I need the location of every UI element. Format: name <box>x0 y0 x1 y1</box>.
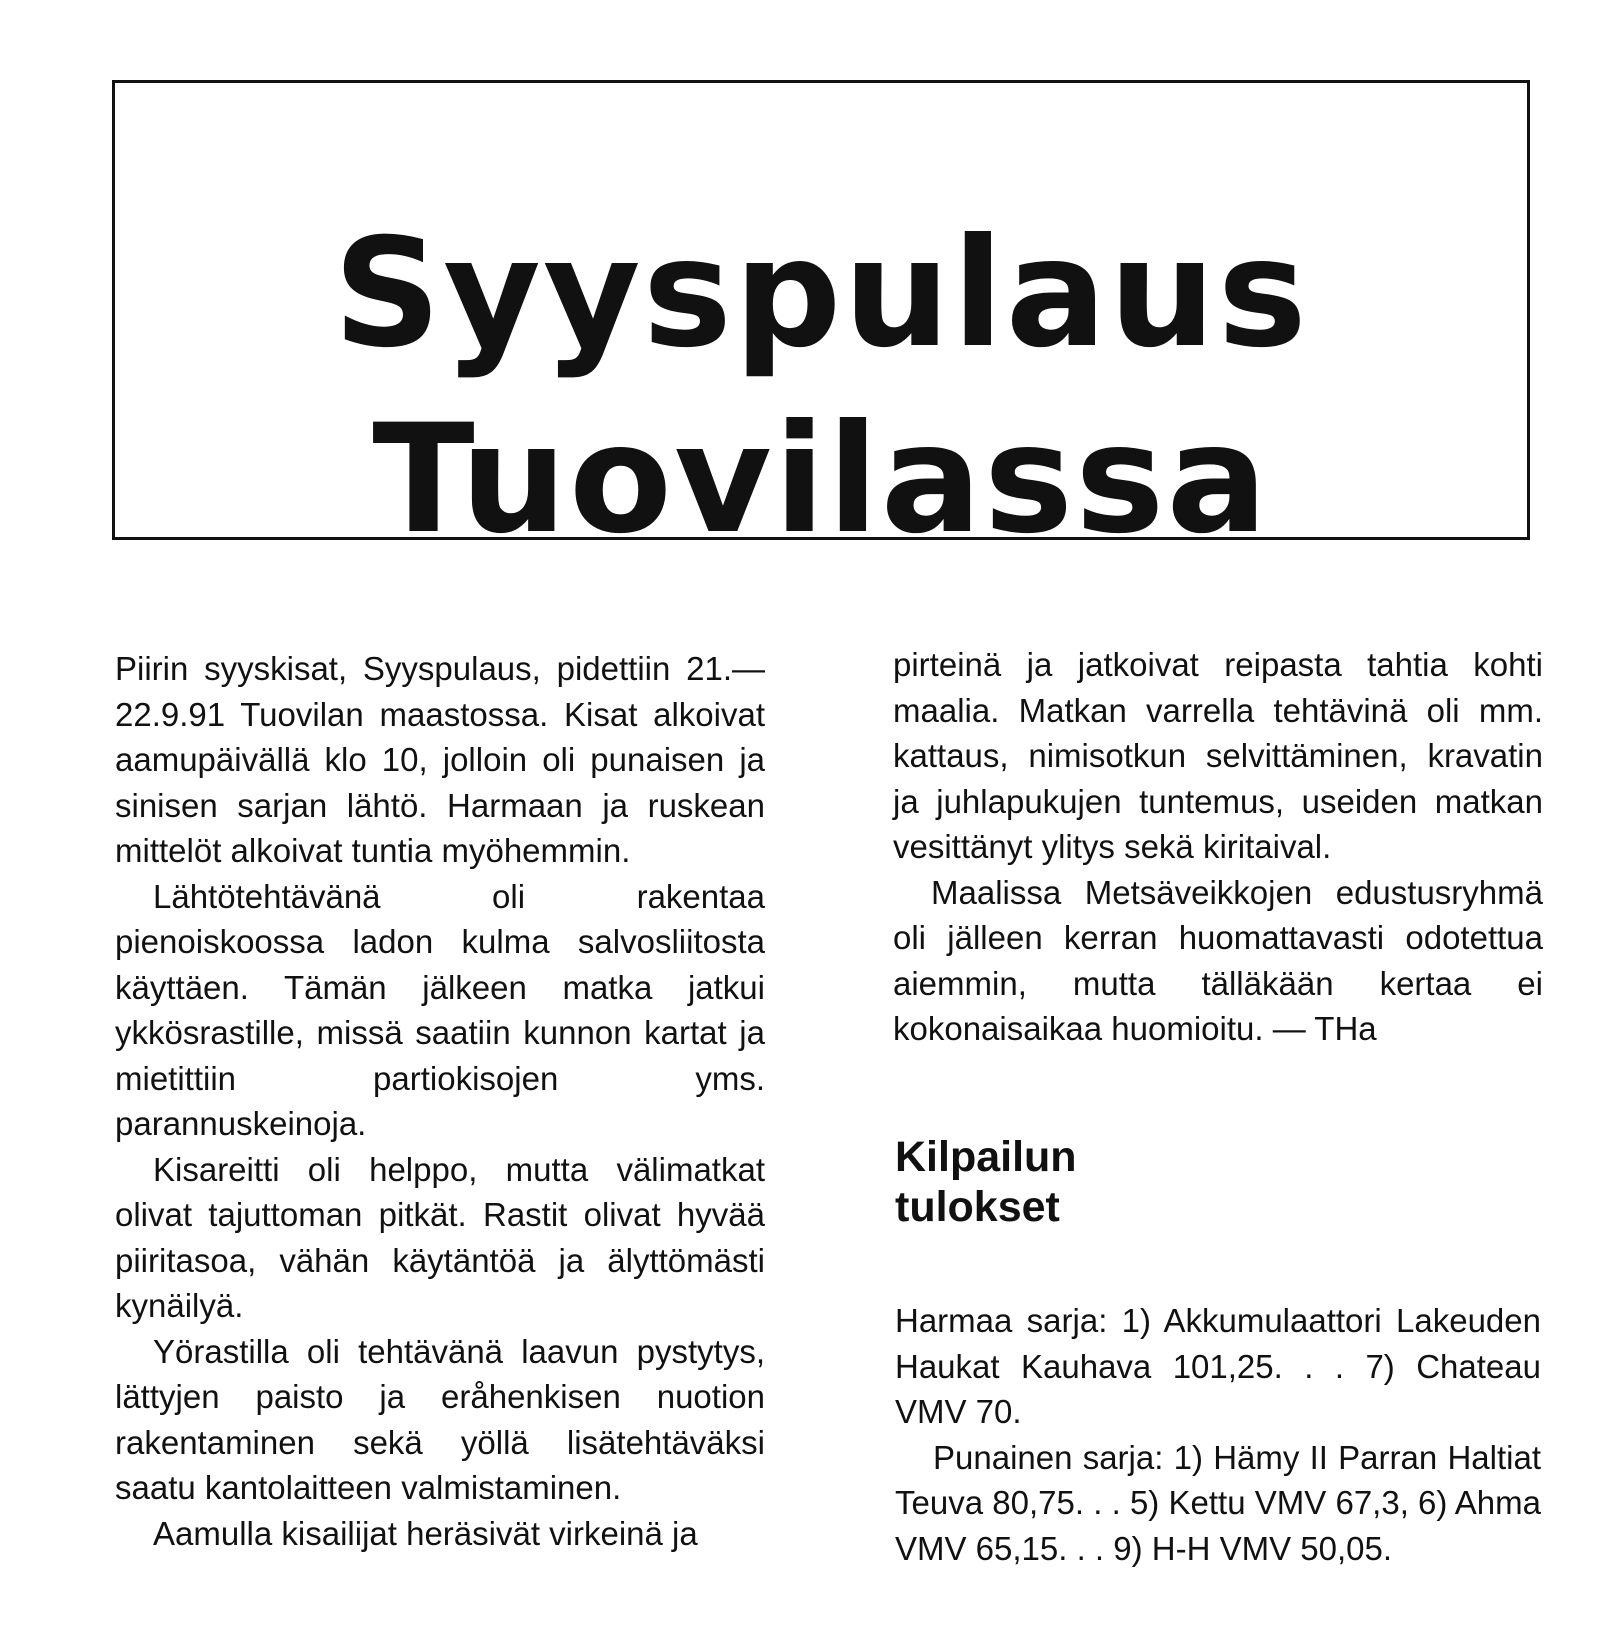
results-heading <box>895 1132 1077 1232</box>
article-left-column <box>115 646 765 1556</box>
results-paragraph: Harmaa sarja: 1) Akkumulaattori Lakeuden Haukat Kauhava 101,25. . . 7) Chateau VMV 70. <box>895 1302 1541 1430</box>
article-paragraph: Lähtötehtävänä oli rakentaa pienoiskoossa ladon kulma salvosliitosta käyttäen. Tämän jälkeen matka jatkui ykkösrastille, missä saatiin kunnon kartat ja mietittiin partiokisojen yms. parannuskeinoja. <box>115 877 765 1142</box>
article-paragraph: Yörastilla oli tehtävänä laavun pystytys, lättyjen paisto ja eråhenkisen nuotion rakentaminen sekä yöllä lisätehtäväksi saatu kantolaitteen valmistaminen. <box>115 1332 765 1506</box>
article-paragraph: pirteinä ja jatkoivat reipasta tahtia kohti maalia. Matkan varrella tehtävinä oli mm. kattaus, nimisotkun selvittäminen, kravatin ja juhlapukujen tuntemus, useiden matkan vesittänyt ylitys sekä kiritaival. <box>893 646 1543 865</box>
results-list <box>895 1298 1541 1571</box>
article-paragraph: Maalissa Metsäveikkojen edustusryhmä oli jälleen kerran huomattavasti odotettua aiemmin, mutta tälläkään kertaa ei kokonaisaikaa huomioitu. — THa <box>893 873 1543 1047</box>
article-title-line-1: Syyspulaus <box>333 207 1309 381</box>
results-heading-line-2: tulokset <box>895 1183 1060 1231</box>
article-title-line-2: Tuovilassa <box>372 393 1270 567</box>
title-box <box>112 80 1530 567</box>
article-title <box>115 201 1527 573</box>
article-paragraph: Kisareitti oli helppo, mutta välimatkat olivat tajuttoman pitkät. Rastit olivat hyvää piiritasoa, vähän käytäntöä ja älyttömästi kynäilyä. <box>115 1150 765 1324</box>
results-paragraph: Punainen sarja: 1) Hämy II Parran Haltiat Teuva 80,75. . . 5) Kettu VMV 67,3, 6) Ahma VMV 65,15. . . 9) H-H VMV 50,05. <box>895 1438 1541 1567</box>
article-paragraph: Piirin syyskisat, Syyspulaus, pidettiin 21.—22.9.91 Tuovilan maastossa. Kisat alkoivat aamupäivällä klo 10, jolloin oli punaisen ja sinisen sarjan lähtö. Harmaan ja ruskean mittelöt alkoivat tuntia myöhemmin. <box>115 650 765 869</box>
article-paragraph: Aamulla kisailijat heräsivät virkeinä ja <box>153 1514 698 1552</box>
results-heading-line-1: Kilpailun <box>895 1133 1077 1181</box>
article-right-column <box>893 642 1543 1052</box>
